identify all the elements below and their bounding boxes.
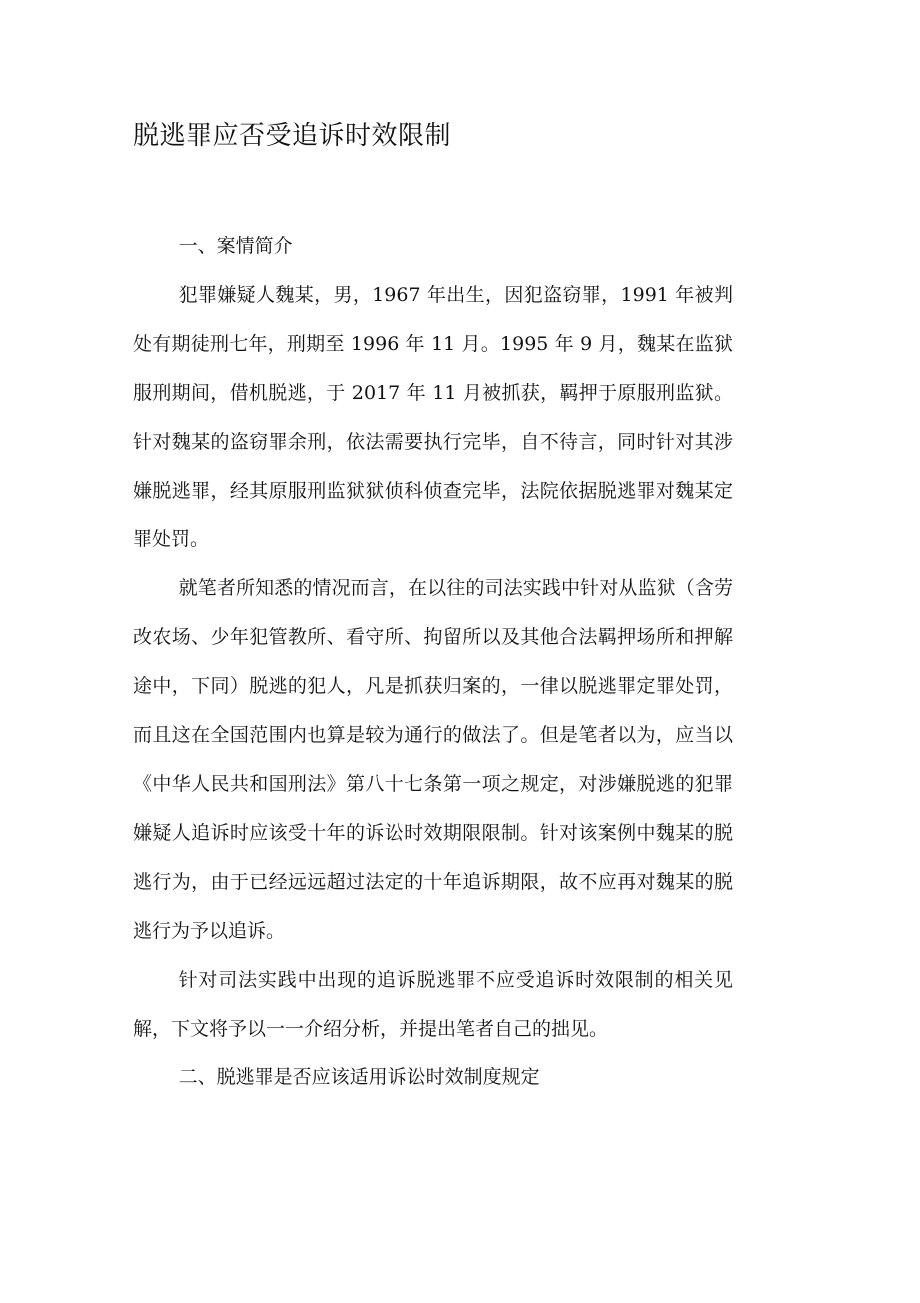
paragraph-intro-analysis: 针对司法实践中出现的追诉脱逃罪不应受追诉时效限制的相关见解，下文将予以一一介绍分析，并提出笔者自己的拙见。: [133, 968, 733, 1040]
paragraph-author-view: 就笔者所知悉的情况而言，在以往的司法实践中针对从监狱（含劳改农场、少年犯管教所、看守所、拘留所以及其他合法羁押场所和押解途中，下同）脱逃的犯人，凡是抓获归案的，一律以脱逃罪定罪处罚，而且这在全国范围内也算是较为通行的做法了。但是笔者以为，应当以《中华人民共和国刑法》第八十七条第一项之规定，对涉嫌脱逃的犯罪嫌疑人追诉时应该受十年的诉讼时效期限限制。针对该案例中魏某的脱逃行为，由于已经远远超过法定的十年追诉期限，故不应再对魏某的脱逃行为予以追诉。: [133, 577, 733, 942]
paragraph-case-facts: 犯罪嫌疑人魏某，男，1967 年出生，因犯盗窃罪，1991 年被判处有期徒刑七年，刑期至 1996 年 11 月。1995 年 9 月，魏某在监狱服刑期间，借机脱逃，于 2017 年 11 月被抓获，羁押于原服刑监狱。针对魏某的盗窃罪余刑，依法需要执行完毕，自不待言，同时针对其涉嫌脱逃罪，经其原服刑监狱狱侦科侦查完毕，法院依据脱逃罪对魏某定罪处罚。: [133, 283, 733, 551]
document-body: [133, 222, 733, 1102]
document-title: 脱逃罪应否受追诉时效限制: [133, 121, 452, 151]
section-heading-case-summary: 一、案情简介: [178, 235, 293, 257]
section-heading-statute-question: 二、脱逃罪是否应该适用诉讼时效制度规定: [178, 1066, 540, 1089]
